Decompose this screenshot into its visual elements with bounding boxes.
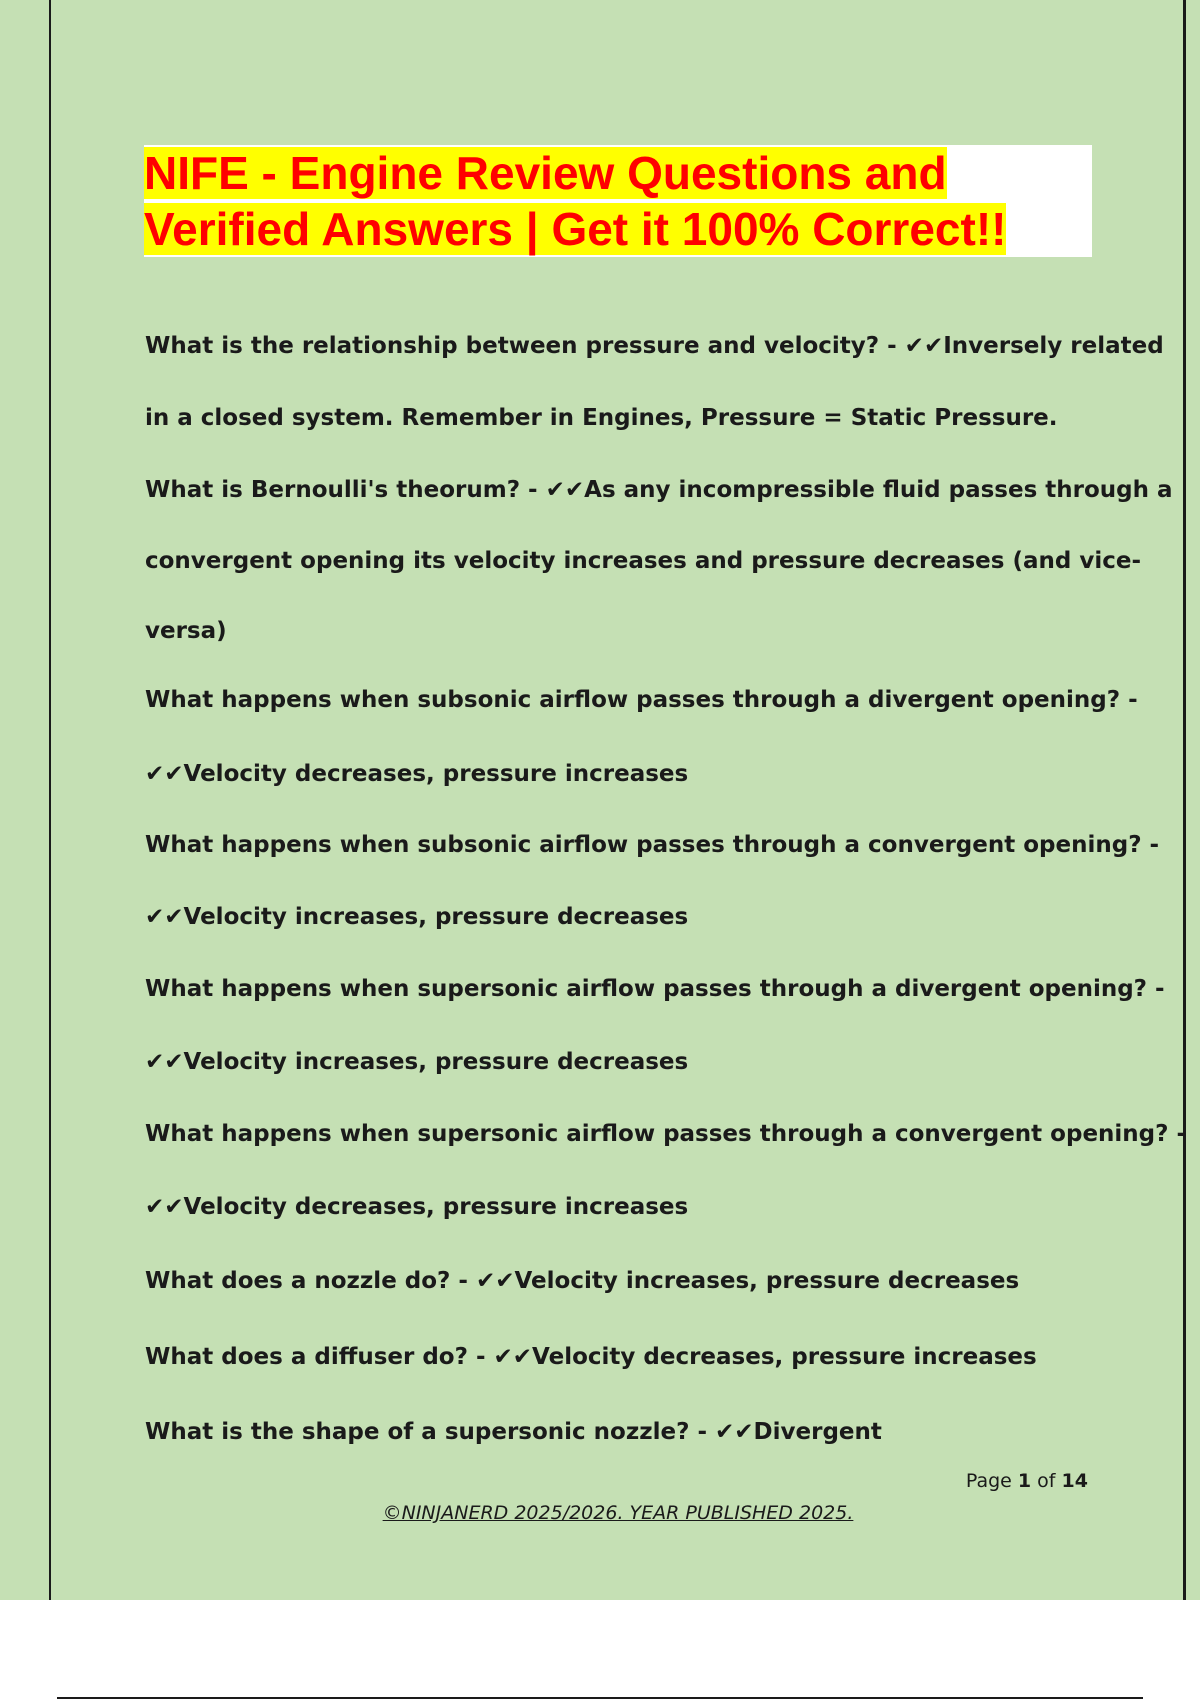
qa-line: What does a diffuser do? - ✔✔Velocity decreases, pressure increases — [145, 1344, 1037, 1370]
qa-line: convergent opening its velocity increases and pressure decreases (and vice- — [145, 548, 1142, 574]
qa-line: ✔✔Velocity decreases, pressure increases — [145, 1194, 689, 1220]
qa-line: What happens when supersonic airflow passes through a divergent opening? - — [145, 976, 1165, 1002]
page-border-left — [49, 0, 51, 1600]
title-line-1: NIFE - Engine Review Questions and — [144, 147, 947, 199]
qa-line: ✔✔Velocity increases, pressure decreases — [145, 904, 689, 930]
document-title — [144, 145, 1074, 257]
page-number-current: 1 — [1017, 1470, 1032, 1492]
page-number-prefix: Page — [965, 1470, 1018, 1492]
qa-line: What happens when subsonic airflow passes through a divergent opening? - — [145, 687, 1138, 713]
page-border-right — [1183, 0, 1186, 1600]
page-number-total: 14 — [1061, 1470, 1088, 1492]
title-line-2: Verified Answers | Get it 100% Correct!! — [144, 203, 1007, 255]
qa-line: ✔✔Velocity increases, pressure decreases — [145, 1049, 689, 1075]
qa-line: What does a nozzle do? - ✔✔Velocity increases, pressure decreases — [145, 1268, 1020, 1294]
copyright-notice: ©NINJANERD 2025/2026. YEAR PUBLISHED 2025. — [382, 1502, 854, 1524]
page-number — [955, 1470, 1088, 1492]
qa-line: ✔✔Velocity decreases, pressure increases — [145, 761, 689, 787]
qa-line: What is the relationship between pressure and velocity? - ✔✔Inversely related — [145, 333, 1164, 359]
qa-line: versa) — [145, 618, 227, 644]
page-number-of: of — [1031, 1470, 1062, 1492]
qa-line: What is the shape of a supersonic nozzle? - ✔✔Divergent — [145, 1419, 882, 1445]
qa-line: What happens when supersonic airflow passes through a convergent opening? - — [145, 1121, 1187, 1147]
qa-line: What happens when subsonic airflow passes through a convergent opening? - — [145, 832, 1160, 858]
qa-line: What is Bernoulli's theorum? - ✔✔As any incompressible fluid passes through a — [145, 477, 1173, 503]
next-page-divider — [57, 1697, 1143, 1699]
qa-line: in a closed system. Remember in Engines, Pressure = Static Pressure. — [145, 405, 1058, 431]
